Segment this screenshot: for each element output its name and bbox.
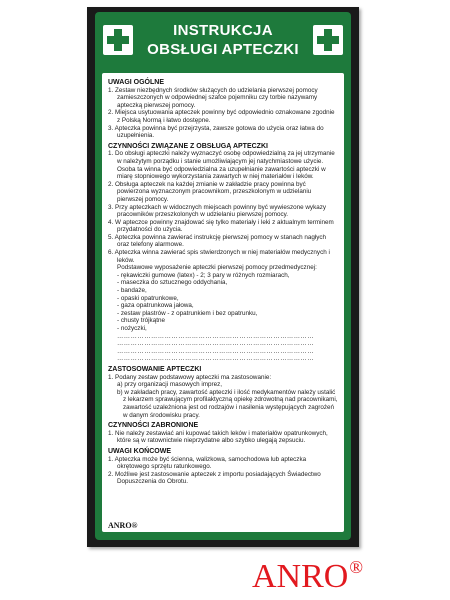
instruction-line: 5. Apteczka powinna zawierać instrukcję pierwszej pomocy w stanach nagłych oraz telefony alarmowe.	[108, 233, 327, 249]
instruction-line: - zestaw plastrów - z opatrunkiem i bez opatrunku,	[117, 309, 258, 317]
instruction-line: 2. Miejsca usytuowania apteczek powinny być odpowiednio oznakowane zgodnie z Polską Normą i łatwo dostępne.	[108, 109, 335, 124]
sign-title-line2: OBSŁUGI APTECZKI	[147, 41, 299, 58]
instruction-line: 2. Możliwe jest zastosowanie apteczek z importu posiadających Świadectwo Dopuszczenia do Obrotu.	[108, 470, 321, 486]
instruction-line: - nożyczki,	[117, 325, 147, 332]
section-heading: ZASTOSOWANIE APTECZKI	[108, 365, 202, 373]
instruction-line: 4. W apteczce powinny znajdować się tylko materiały i leki z aktualnym terminem przydatności do użycia.	[108, 218, 334, 234]
blank-fill-line: ……………………………………………………………………………	[117, 332, 315, 340]
instruction-line: 1. Zestaw niezbędnych środków służących do udzielania pierwszej pomocy zamieszczonych w odpowiednej szafce pojemniku czy torbie nazywamy apteczką pierwszej pomocy.	[108, 86, 318, 109]
first-aid-cross-icon	[313, 25, 343, 55]
brand-logo	[252, 557, 442, 597]
first-aid-instruction-sign	[95, 12, 351, 540]
section-heading: UWAGI OGÓLNE	[108, 79, 164, 86]
instruction-line: - rękawiczki gumowe (latex) - 2; 3 pary w różnych rozmiarach,	[117, 271, 290, 279]
instruction-line: - bandaże,	[117, 287, 147, 295]
instruction-line: 1. Apteczka może być ścienna, walizkowa, samochodowa lub apteczka okrętowego sprzętu ratunkowego.	[108, 455, 307, 471]
blank-fill-line: ……………………………………………………………………………	[117, 355, 315, 363]
section-heading: UWAGI KOŃCOWE	[108, 447, 171, 455]
instruction-line: - gaza opatrunkowa jałowa,	[117, 302, 194, 310]
instruction-line: - maseczka do sztucznego oddychania,	[117, 279, 228, 287]
blank-fill-line: ……………………………………………………………………………	[117, 347, 315, 355]
blank-fill-line: ……………………………………………………………………………	[117, 340, 315, 348]
instruction-line: - chusty trójkątne	[117, 317, 165, 325]
instruction-line: 3. Przy apteczkach w widocznych miejscach powinny być wywieszone wykazy pracowników przeszkolonych w udzielaniu pierwszej pomocy.	[108, 203, 327, 219]
panel-brand-logo: ANRO®	[108, 521, 138, 530]
instruction-line: b) w zakładach pracy, zawartość apteczki i ilość medykamentów należy ustalić z lekarzem sprawującym profilaktyczną opiekę zdrowotną nad pracownikami, zawartość uzależniona jest od rodzajów i nasilenia występujących zagrożeń w danym środowisku pracy.	[117, 388, 338, 419]
first-aid-cross-icon	[103, 25, 133, 55]
brand-name: ANRO	[252, 558, 349, 595]
sign-title-line1: INSTRUKCJA	[173, 22, 273, 39]
instruction-line: 2. Obsługa apteczek na każdej zmianie w zakładzie pracy powinna być powierzona wyznaczonym pracownikom, przeszkolonym w udzielaniu pierwszej pomocy.	[108, 180, 312, 203]
instruction-line: a) przy organizacji masowych imprez,	[117, 381, 222, 389]
instruction-line: - opaski opatrunkowe,	[117, 294, 179, 302]
instruction-line: 6. Apteczka winna zawierać spis stwierdzonych w niej materiałów medycznych i leków.	[108, 249, 330, 264]
instruction-line: 1. Nie należy zestawiać ani kupować takich leków i materiałów opatrunkowych, które są w ratownictwie nieprzydatne albo szybko ulegają zepsuciu.	[108, 429, 328, 445]
registered-mark: ®	[349, 557, 364, 577]
section-heading: CZYNNOŚCI ZWIĄZANE Z OBSŁUGĄ APTECZKI	[108, 142, 268, 150]
instruction-line: 1. Do obsługi apteczki należy wyznaczyć osobę odpowiedzialną za jej utrzymanie w należytym porządku i stanie umożliwiającym jej natychmiastowe użycie. Osoba ta winna być odpowiedzialna za uzupełnianie zawartości apteczki w miarę stopniowego wykorzystania zawartych w niej materiałów i leków.	[108, 150, 335, 181]
instruction-panel	[102, 73, 344, 532]
instruction-line: 3. Apteczka powinna być przejrzysta, zawsze gotowa do użycia oraz łatwa do uzupełnienia.	[108, 124, 324, 140]
instruction-text	[102, 73, 344, 486]
instruction-line: 1. Podany zestaw podstawowy apteczki ma zastosowanie:	[108, 373, 272, 381]
section-heading: CZYNNOŚCI ZABRONIONE	[108, 422, 199, 430]
sign-header	[95, 12, 351, 70]
instruction-line: Podstawowe wyposażenie apteczki pierwszej pomocy przedmedycznej:	[117, 264, 317, 272]
